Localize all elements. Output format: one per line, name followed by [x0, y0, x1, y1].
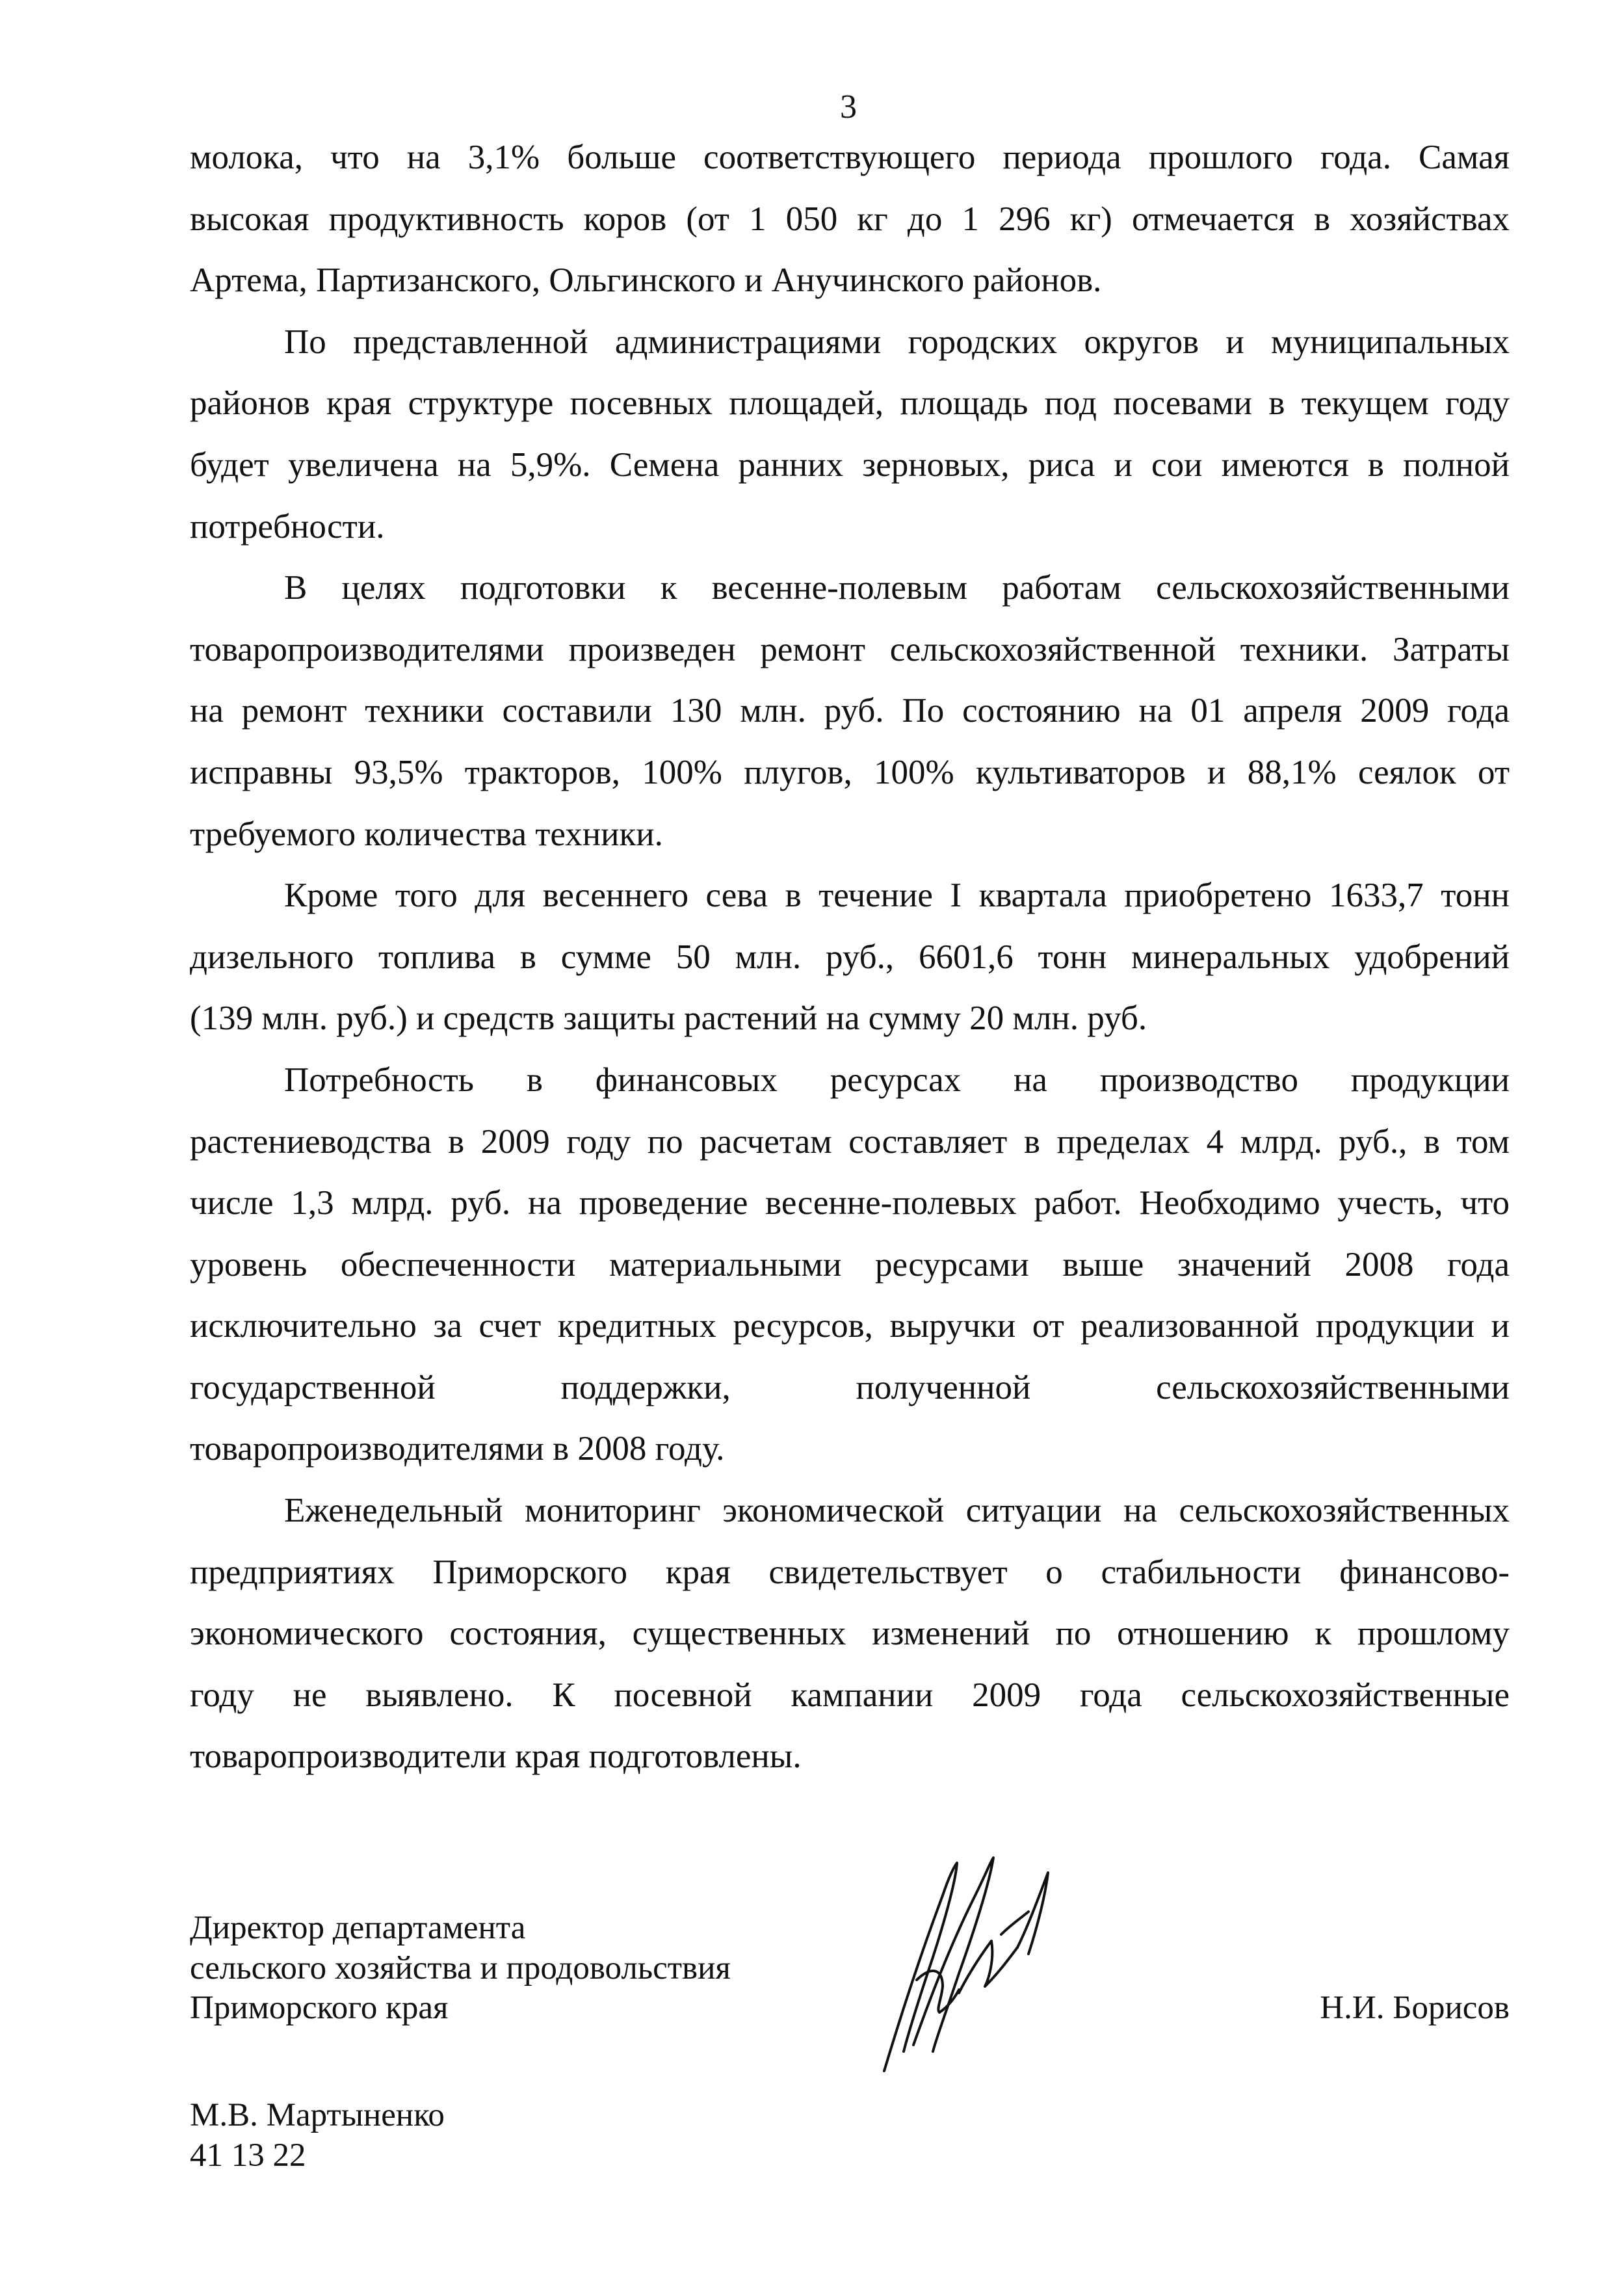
page-number: 3	[840, 88, 857, 125]
text-line: высокая продуктивность коров (от 1 050 кг до 1 296 кг) отмечается в хозяйствах	[190, 200, 1510, 238]
paragraph	[190, 127, 1510, 311]
text-line: потребности.	[190, 507, 385, 546]
text-line: товаропроизводители края подготовлены.	[190, 1737, 802, 1776]
text-line: В целях подготовки к весенне-полевым работам сельскохозяйственными	[284, 569, 1510, 607]
document-body	[190, 127, 1510, 1787]
paragraph	[190, 1049, 1510, 1480]
text-line: уровень обеспеченности материальными ресурсами выше значений 2008 года	[190, 1245, 1510, 1284]
paragraph	[190, 865, 1510, 1049]
text-line: товаропроизводителями в 2008 году.	[190, 1430, 725, 1468]
text-line: районов края структуре посевных площадей, площадь под посевами в текущем году	[190, 384, 1510, 423]
executor-info	[190, 2096, 445, 2176]
text-line: (139 млн. руб.) и средств защиты растений на сумму 20 млн. руб.	[190, 999, 1147, 1038]
text-line: Еженедельный мониторинг экономической ситуации на сельскохозяйственных	[284, 1492, 1510, 1530]
signatory-position	[190, 1908, 731, 2029]
text-line: товаропроизводителями произведен ремонт сельскохозяйственной техники. Затраты	[190, 630, 1510, 668]
text-line: году не выявлено. К посевной кампании 2009 года сельскохозяйственные	[190, 1676, 1510, 1714]
text-line: исключительно за счет кредитных ресурсов, выручки от реализованной продукции и	[190, 1307, 1510, 1345]
executor-name: М.В. Мартыненко	[190, 2097, 445, 2133]
position-line: сельского хозяйства и продовольствия	[190, 1949, 731, 1986]
text-line: Потребность в финансовых ресурсах на производство продукции	[284, 1061, 1510, 1099]
paragraph	[190, 557, 1510, 865]
text-line: Артема, Партизанского, Ольгинского и Анучинского районов.	[190, 261, 1102, 300]
executor-phone: 41 13 22	[190, 2137, 306, 2174]
text-line: Кроме того для весеннего сева в течение I квартала приобретено 1633,7 тонн	[284, 877, 1510, 915]
position-line: Директор департамента	[190, 1910, 526, 1946]
text-line: требуемого количества техники.	[190, 815, 663, 853]
text-line: будет увеличена на 5,9%. Семена ранних зерновых, риса и сои имеются в полной	[190, 445, 1510, 484]
text-line: По представленной администрациями городских округов и муниципальных	[284, 323, 1510, 361]
text-line: растениеводства в 2009 году по расчетам составляет в пределах 4 млрд. руб., в том	[190, 1122, 1510, 1161]
text-line: государственной поддержки, полученной сельскохозяйственными	[190, 1368, 1510, 1406]
text-line: на ремонт техники составили 130 млн. руб. По состоянию на 01 апреля 2009 года	[190, 692, 1510, 730]
text-line: числе 1,3 млрд. руб. на проведение весенне-полевых работ. Необходимо учесть, что	[190, 1184, 1510, 1222]
text-line: экономического состояния, существенных изменений по отношению к прошлому	[190, 1615, 1510, 1653]
text-line: исправны 93,5% тракторов, 100% плугов, 100% культиваторов и 88,1% сеялок от	[190, 753, 1510, 791]
position-line: Приморского края	[190, 1990, 449, 2026]
text-line: молока, что на 3,1% больше соответствующего периода прошлого года. Самая	[190, 138, 1510, 176]
text-line: предприятиях Приморского края свидетельствует о стабильности финансово-	[190, 1553, 1510, 1591]
text-line: дизельного топлива в сумме 50 млн. руб., 6601,6 тонн минеральных удобрений	[190, 938, 1510, 976]
paragraph	[190, 311, 1510, 557]
handwritten-signature	[878, 1856, 1216, 2084]
signatory-name: Н.И. Борисов	[1320, 1990, 1510, 2026]
paragraph	[190, 1480, 1510, 1787]
